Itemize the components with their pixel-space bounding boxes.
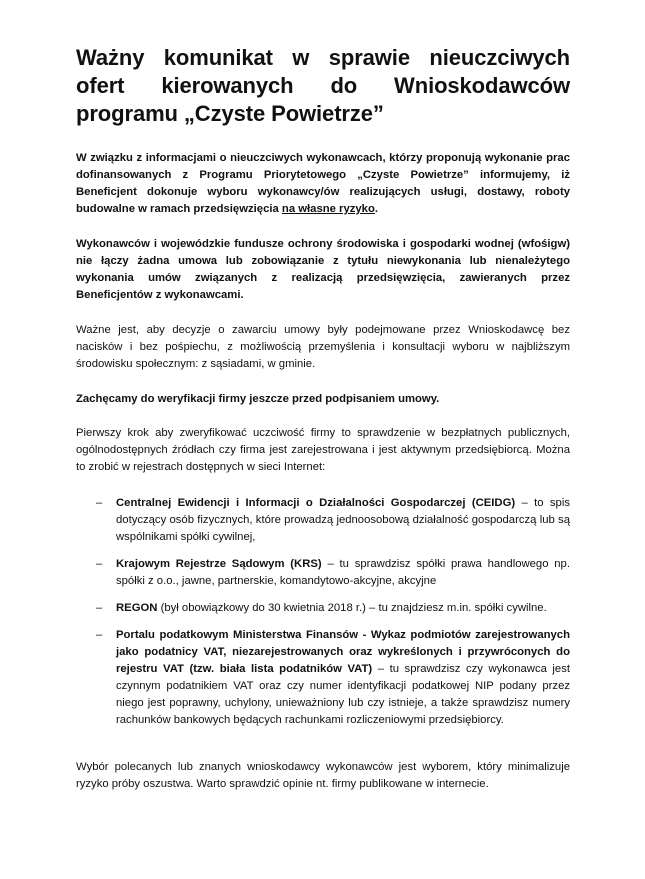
- document-page: [76, 44, 570, 793]
- decision-paragraph: Ważne jest, aby decyzje o zawarciu umowy były podejmowane przez Wnioskodawcę bez nacisków i bez pośpiechu, z możliwością przemyślenia i konsultacji wyboru w najbliższym środowisku społecznym: z sąsiadami, w gminie.: [76, 324, 570, 370]
- intro-text: W związku z informacjami o nieuczciwych wykonawcach, którzy proponują wykonanie prac dofinansowanych z Programu Priorytetowego „Czyste Powietrze” informujemy, iż Beneficjent dokonuje wyboru wykonawcy/ów realizujących usługi, dostawy, roboty budowalne w ramach przedsięwzięcia: [76, 152, 570, 215]
- registry-list: [76, 495, 570, 729]
- intro-end: .: [374, 203, 378, 215]
- intro-paragraph: [76, 150, 570, 218]
- verify-encouragement: Zachęcamy do weryfikacji firmy jeszcze przed podpisaniem umowy.: [76, 393, 440, 405]
- registry-description: (był obowiązkowy do 30 kwietnia 2018 r.) – tu znajdziesz m.in. spółki cywilne.: [157, 602, 547, 614]
- list-dash: –: [96, 602, 103, 614]
- closing-paragraph: Wybór polecanych lub znanych wnioskodawcy wykonawców jest wyborem, który minimalizuje ryzyko próby oszustwa. Warto sprawdzić opinie nt. firmy publikowane w internecie.: [76, 761, 570, 790]
- list-dash: –: [96, 558, 103, 570]
- registry-description: – tu sprawdzisz czy wykonawca jest czynnym podatnikiem VAT oraz czy numer identyfikacji podatkowej NIP podany przez niego jest poprawny, uchylony, unieważniony lub czy istnieje, a także sprawdzisz numery rachunków bankowych będących rachunkami rozliczeniowymi przedsiębiorcy.: [116, 663, 571, 726]
- list-dash: –: [96, 629, 103, 641]
- list-item-ceidg: [76, 495, 570, 546]
- first-step-paragraph: Pierwszy krok aby zweryfikować uczciwość firmy to sprawdzenie w bezpłatnych publicznych, ogólnodostępnych źródłach czy firma jest zarejestrowana i jest aktywnym przedsiębiorcą. Można to zrobić w rejestrach dostępnych w sieci Internet:: [76, 427, 570, 473]
- registry-name: REGON: [116, 602, 158, 614]
- liability-paragraph: Wykonawców i wojewódzkie fundusze ochrony środowiska i gospodarki wodnej (wfośigw) nie łączy żadna umowa lub zobowiązanie z tytułu niewykonania lub nienależytego wykonania umów związanych z realizacją przedsięwzięcia, zawieranych przez Beneficjentów z wykonawcami.: [76, 238, 570, 301]
- list-item-vat-portal: [76, 627, 570, 729]
- registry-name: Portalu podatkowym Ministerstwa Finansów - Wykaz podmiotów zarejestrowanych jako podatnicy VAT, niezarejestrowanych oraz wykreślonych i przywróconych do rejestru VAT (tzw. biała lista podatników VAT): [116, 629, 570, 675]
- list-item-regon: [76, 600, 570, 617]
- page-title: Ważny komunikat w sprawie nieuczciwych ofert kierowanych do Wnioskodawców programu „Czyste Powietrze”: [76, 45, 570, 126]
- list-item-krs: [76, 556, 570, 590]
- own-risk-underlined: na własne ryzyko: [281, 203, 375, 215]
- registry-name: Centralnej Ewidencji i Informacji o Działalności Gospodarczej (CEIDG): [116, 497, 516, 509]
- registry-description: – to spis dotyczący osób fizycznych, które prowadzą jednoosobową działalność gospodarczą lub są wspólnikami spółki cywilnej,: [116, 497, 570, 543]
- registry-name: Krajowym Rejestrze Sądowym (KRS): [116, 558, 322, 570]
- list-dash: –: [96, 497, 103, 509]
- registry-description: – tu sprawdzisz spółki prawa handlowego np. spółki z o.o., jawne, partnerskie, komandytowo-akcyjne, akcyjne: [116, 558, 570, 587]
